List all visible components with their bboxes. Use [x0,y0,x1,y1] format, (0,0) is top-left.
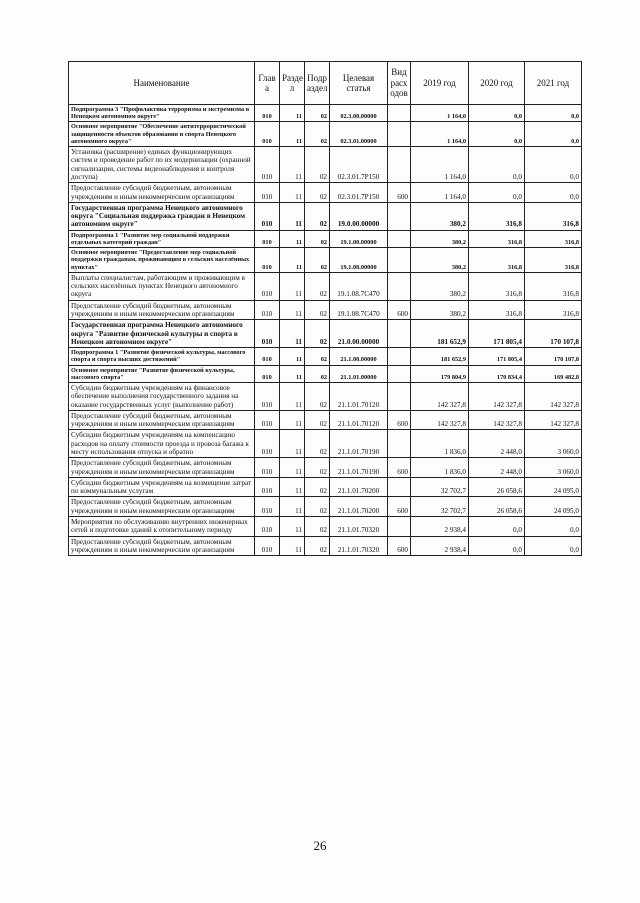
row-podrazdel: 02 [305,183,330,203]
row-razdel: 11 [280,230,305,247]
header-expense-type: Вид расх одов [388,62,411,105]
row-target-article: 21.1.01.70200 [330,497,388,517]
row-name: Основное мероприятие "Предоставление мер социальной поддержки гражданам, проживающим в сельских населённых пунктах" [69,248,255,273]
row-value-2019: 1 164,0 [411,147,469,183]
row-value-2021: 142 327,8 [525,410,582,430]
row-razdel: 11 [280,497,305,517]
table-header-row [69,62,582,105]
row-value-2021: 316,8 [525,248,582,273]
row-name: Подпрограмма 1 "Развитие физической культуры, массового спорта и спорта высших достижений" [69,348,255,365]
row-expense-type [388,202,411,230]
table-row [69,536,582,556]
row-value-2020: 0,0 [469,122,525,147]
row-value-2019: 32 702,7 [411,477,469,497]
table-row [69,410,582,430]
row-razdel: 11 [280,183,305,203]
row-glava: 010 [255,365,280,382]
row-name: Государственная программа Ненецкого автономного округа "Развитие физической культуры и спорта в Ненецком автономном округе" [69,320,255,348]
row-podrazdel: 02 [305,477,330,497]
row-glava: 010 [255,147,280,183]
row-glava: 010 [255,458,280,478]
budget-table [68,61,582,556]
row-glava: 010 [255,320,280,348]
row-value-2019: 380,2 [411,230,469,247]
row-value-2021: 316,8 [525,272,582,300]
row-razdel: 11 [280,105,305,122]
table-row [69,202,582,230]
table-row [69,348,582,365]
row-value-2021: 316,8 [525,300,582,320]
row-value-2020: 142 327,8 [469,383,525,411]
row-value-2020: 0,0 [469,536,525,556]
row-target-article: 02.3.01.00000 [330,122,388,147]
row-glava: 010 [255,517,280,537]
row-expense-type [388,383,411,411]
header-year-2019: 2019 год [411,62,469,105]
row-value-2020: 0,0 [469,147,525,183]
row-glava: 010 [255,272,280,300]
row-value-2021: 142 327,8 [525,383,582,411]
row-podrazdel: 02 [305,105,330,122]
row-value-2019: 32 702,7 [411,497,469,517]
row-target-article: 19.1.08.7С470 [330,272,388,300]
row-value-2020: 316,8 [469,202,525,230]
row-podrazdel: 02 [305,202,330,230]
row-expense-type [388,320,411,348]
row-target-article: 21.1.01.70320 [330,517,388,537]
table-row [69,320,582,348]
row-razdel: 11 [280,300,305,320]
row-expense-type: 600 [388,458,411,478]
row-podrazdel: 02 [305,300,330,320]
row-name: Предоставление субсидий бюджетным, автономным учреждениям и иным некоммерческим организациям [69,410,255,430]
row-value-2021: 0,0 [525,183,582,203]
row-value-2021: 3 060,0 [525,458,582,478]
row-value-2020: 2 448,0 [469,430,525,458]
row-glava: 010 [255,410,280,430]
row-value-2019: 2 938,4 [411,536,469,556]
row-value-2019: 2 938,4 [411,517,469,537]
row-target-article: 19.1.08.7С470 [330,300,388,320]
row-target-article: 02.3.00.00000 [330,105,388,122]
row-razdel: 11 [280,517,305,537]
row-target-article: 19.1.00.00000 [330,230,388,247]
row-value-2020: 2 448,0 [469,458,525,478]
row-target-article: 21.0.00.00000 [330,320,388,348]
table-row [69,122,582,147]
row-name: Субсидии бюджетным учреждениям на финансовое обеспечение выполнения государственного задания на оказание государственных услуг (выполнение работ) [69,383,255,411]
row-expense-type [388,122,411,147]
row-value-2019: 380,2 [411,202,469,230]
row-value-2021: 0,0 [525,122,582,147]
row-value-2021: 0,0 [525,147,582,183]
row-target-article: 21.1.01.00000 [330,365,388,382]
row-glava: 010 [255,536,280,556]
table-row [69,230,582,247]
row-razdel: 11 [280,410,305,430]
row-glava: 010 [255,348,280,365]
table-row [69,300,582,320]
row-name: Предоставление субсидий бюджетным, автономным учреждениям и иным некоммерческим организациям [69,183,255,203]
row-glava: 010 [255,430,280,458]
row-value-2019: 181 652,9 [411,320,469,348]
row-razdel: 11 [280,320,305,348]
table-row [69,147,582,183]
row-value-2019: 179 804,9 [411,365,469,382]
row-value-2019: 1 164,0 [411,122,469,147]
row-target-article: 02.3.01.7Р150 [330,147,388,183]
row-podrazdel: 02 [305,320,330,348]
row-glava: 010 [255,122,280,147]
row-podrazdel: 02 [305,536,330,556]
row-value-2021: 3 060,0 [525,430,582,458]
row-value-2019: 142 327,8 [411,410,469,430]
row-expense-type: 600 [388,497,411,517]
header-name: Наименование [69,62,255,105]
header-year-2020: 2020 год [469,62,525,105]
row-target-article: 21.1.01.70190 [330,458,388,478]
table-row [69,497,582,517]
row-expense-type [388,272,411,300]
row-value-2021: 0,0 [525,536,582,556]
row-expense-type: 600 [388,300,411,320]
row-name: Субсидии бюджетным учреждениям на возмещение затрат по коммунальным услугам [69,477,255,497]
row-razdel: 11 [280,348,305,365]
table-row [69,248,582,273]
row-name: Предоставление субсидий бюджетным, автономным учреждениям и иным некоммерческим организациям [69,300,255,320]
row-target-article: 21.1.01.70120 [330,410,388,430]
row-name: Предоставление субсидий бюджетным, автономным учреждениям и иным некоммерческим организациям [69,536,255,556]
row-name: Предоставление субсидий бюджетным, автономным учреждениям и иным некоммерческим организациям [69,497,255,517]
row-podrazdel: 02 [305,517,330,537]
table-row [69,458,582,478]
row-expense-type [388,230,411,247]
row-glava: 010 [255,248,280,273]
row-value-2020: 26 058,6 [469,497,525,517]
row-value-2020: 170 834,4 [469,365,525,382]
row-podrazdel: 02 [305,497,330,517]
row-value-2020: 0,0 [469,105,525,122]
table-row [69,383,582,411]
row-name: Предоставление субсидий бюджетным, автономным учреждениям и иным некоммерческим организациям [69,458,255,478]
row-value-2019: 380,2 [411,248,469,273]
row-expense-type [388,348,411,365]
row-glava: 010 [255,183,280,203]
row-razdel: 11 [280,272,305,300]
row-razdel: 11 [280,365,305,382]
row-value-2019: 1 164,0 [411,105,469,122]
row-target-article: 21.1.01.70320 [330,536,388,556]
row-value-2020: 316,8 [469,300,525,320]
row-podrazdel: 02 [305,458,330,478]
table-row [69,105,582,122]
header-glava: Глав а [255,62,280,105]
row-value-2021: 170 107,8 [525,320,582,348]
row-glava: 010 [255,383,280,411]
row-podrazdel: 02 [305,122,330,147]
table-row [69,477,582,497]
row-razdel: 11 [280,383,305,411]
row-value-2020: 171 805,4 [469,320,525,348]
row-glava: 010 [255,497,280,517]
row-glava: 010 [255,202,280,230]
row-glava: 010 [255,300,280,320]
row-target-article: 19.0.00.00000 [330,202,388,230]
row-value-2021: 170 107,8 [525,348,582,365]
row-value-2019: 380,2 [411,300,469,320]
row-value-2020: 26 058,6 [469,477,525,497]
row-expense-type: 600 [388,536,411,556]
row-razdel: 11 [280,536,305,556]
row-value-2019: 142 327,8 [411,383,469,411]
row-glava: 010 [255,105,280,122]
table-body [69,105,582,556]
row-value-2020: 142 327,8 [469,410,525,430]
row-value-2019: 1 836,0 [411,458,469,478]
row-expense-type [388,105,411,122]
row-target-article: 21.1.00.00000 [330,348,388,365]
row-name: Подпрограмма 1 "Развитие мер социальной поддержки отдельных категорий граждан" [69,230,255,247]
row-razdel: 11 [280,122,305,147]
row-expense-type [388,477,411,497]
header-target-article: Целевая статья [330,62,388,105]
row-podrazdel: 02 [305,230,330,247]
row-expense-type [388,365,411,382]
row-value-2021: 0,0 [525,105,582,122]
table-row [69,517,582,537]
row-glava: 010 [255,230,280,247]
row-value-2020: 0,0 [469,517,525,537]
row-value-2021: 316,8 [525,202,582,230]
page-number: 26 [313,838,327,853]
row-value-2020: 316,8 [469,230,525,247]
row-podrazdel: 02 [305,147,330,183]
row-podrazdel: 02 [305,430,330,458]
row-value-2021: 316,8 [525,230,582,247]
row-value-2019: 380,2 [411,272,469,300]
row-expense-type [388,430,411,458]
row-target-article: 19.1.08.00000 [330,248,388,273]
row-glava: 010 [255,477,280,497]
table-row [69,430,582,458]
row-value-2019: 1 164,0 [411,183,469,203]
row-target-article: 21.1.01.70120 [330,383,388,411]
row-expense-type [388,147,411,183]
row-razdel: 11 [280,202,305,230]
row-podrazdel: 02 [305,383,330,411]
row-value-2019: 1 836,0 [411,430,469,458]
row-expense-type [388,248,411,273]
row-name: Государственная программа Ненецкого автономного округа "Социальная поддержка граждан в Ненецком автономном округе" [69,202,255,230]
table-row [69,183,582,203]
header-year-2021: 2021 год [525,62,582,105]
row-name: Установка (расширение) единых функционирующих систем и проведение работ по их модернизации (охранной сигнализации, системы видеонаблюдения и контроля доступа) [69,147,255,183]
row-podrazdel: 02 [305,410,330,430]
header-podrazdel: Подр аздел [305,62,330,105]
row-value-2020: 0,0 [469,183,525,203]
row-podrazdel: 02 [305,272,330,300]
row-target-article: 21.1.01.70190 [330,430,388,458]
row-razdel: 11 [280,248,305,273]
row-razdel: 11 [280,430,305,458]
row-value-2021: 169 482,8 [525,365,582,382]
row-podrazdel: 02 [305,348,330,365]
row-value-2021: 0,0 [525,517,582,537]
table-row [69,365,582,382]
row-razdel: 11 [280,147,305,183]
row-value-2021: 24 095,0 [525,477,582,497]
row-razdel: 11 [280,477,305,497]
row-name: Выплаты специалистам, работающим и проживающим в сельских населённых пунктах Ненецкого автономного округа [69,272,255,300]
row-target-article: 21.1.01.70200 [330,477,388,497]
row-podrazdel: 02 [305,365,330,382]
row-value-2020: 316,8 [469,248,525,273]
row-razdel: 11 [280,458,305,478]
table-row [69,272,582,300]
row-expense-type [388,517,411,537]
row-value-2020: 171 805,4 [469,348,525,365]
row-target-article: 02.3.01.7Р150 [330,183,388,203]
row-name: Подпрограмма 3 "Профилактика терроризма и экстремизма в Ненецком автономном округе" [69,105,255,122]
row-value-2020: 316,8 [469,272,525,300]
row-name: Мероприятия по обслуживанию внутренних инженерных сетей и подготовке зданий к отопительному периоду [69,517,255,537]
header-razdel: Разде л [280,62,305,105]
row-value-2019: 181 652,9 [411,348,469,365]
row-expense-type: 600 [388,183,411,203]
row-name: Основное мероприятие "Развитие физической культуры, массового спорта" [69,365,255,382]
row-expense-type: 600 [388,410,411,430]
row-name: Основное мероприятие "Обеспечение антитеррористической защищенности объектов образования и спорта Ненецкого автономного округа" [69,122,255,147]
row-name: Субсидии бюджетным учреждениям на компенсацию расходов на оплату стоимости проезда и провоза багажа к месту использования отпуска и обратно [69,430,255,458]
row-podrazdel: 02 [305,248,330,273]
row-value-2021: 24 095,0 [525,497,582,517]
